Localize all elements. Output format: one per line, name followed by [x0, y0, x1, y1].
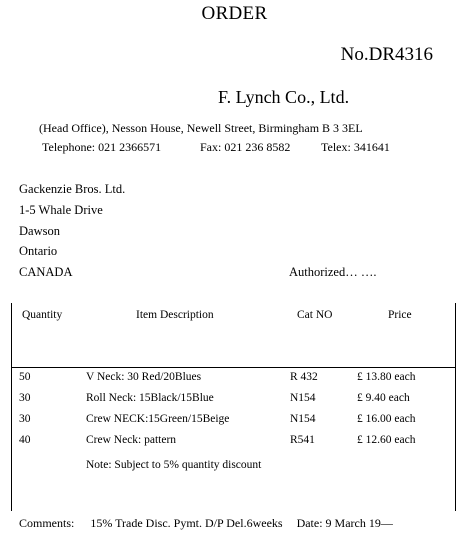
recipient-line: Dawson: [19, 224, 60, 238]
desc-cell: Crew Neck: pattern: [86, 434, 177, 446]
price-cell: £ 9.40 each: [357, 392, 410, 404]
company-name: F. Lynch Co., Ltd.: [218, 87, 350, 107]
order-number: No.DR4316: [340, 44, 433, 65]
qty-cell: 50: [19, 371, 31, 383]
desc-cell: V Neck: 30 Red/20Blues: [86, 371, 202, 383]
quantity-discount-note: Note: Subject to 5% quantity discount: [86, 459, 262, 471]
table-border-left: [11, 303, 12, 511]
col-header-price: Price: [388, 309, 412, 321]
col-header-quantity: Quantity: [22, 309, 63, 321]
desc-cell: Crew NECK:15Green/15Beige: [86, 413, 230, 425]
fax: Fax: 021 236 8582: [200, 140, 291, 154]
cat-cell: N154: [290, 413, 316, 425]
comments-label: Comments:: [19, 516, 75, 530]
comments-text: 15% Trade Disc. Pymt. D/P Del.6weeks: [90, 516, 283, 530]
qty-cell: 30: [19, 392, 31, 404]
col-header-cat-no: Cat NO: [297, 309, 333, 321]
authorized-signature: Authorized… ….: [289, 265, 377, 279]
cat-cell: R541: [290, 434, 315, 446]
col-header-description: Item Description: [136, 309, 214, 321]
recipient-line: Gackenzie Bros. Ltd.: [19, 182, 126, 196]
head-office-address: (Head Office), Nesson House, Newell Street, Birmingham B 3 3EL: [39, 121, 363, 135]
cat-cell: N154: [290, 392, 316, 404]
telephone: Telephone: 021 2366571: [42, 140, 162, 154]
price-cell: £ 13.80 each: [357, 371, 416, 383]
desc-cell: Roll Neck: 15Black/15Blue: [86, 392, 214, 404]
price-cell: £ 16.00 each: [357, 413, 416, 425]
header-divider: [11, 367, 456, 368]
telex: Telex: 341641: [321, 140, 390, 154]
cat-cell: R 432: [290, 371, 318, 383]
qty-cell: 40: [19, 434, 31, 446]
table-border-right: [455, 303, 456, 511]
recipient-line: 1-5 Whale Drive: [19, 203, 103, 217]
recipient-line: CANADA: [19, 265, 73, 279]
order-date: Date: 9 March 19—: [296, 516, 393, 530]
comments-row: [19, 516, 393, 531]
recipient-line: Ontario: [19, 244, 58, 258]
qty-cell: 30: [19, 413, 31, 425]
document-title: ORDER: [201, 3, 268, 24]
price-cell: £ 12.60 each: [357, 434, 416, 446]
